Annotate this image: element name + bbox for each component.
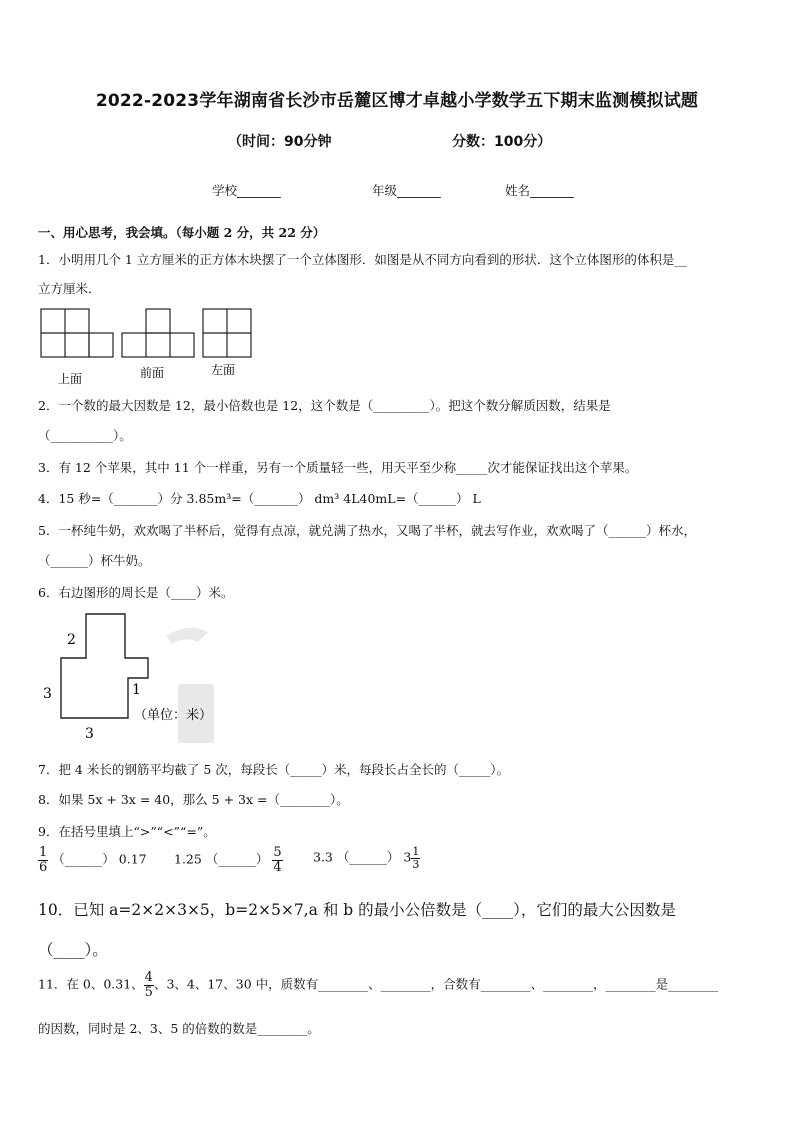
dimension-bottom: 3 (85, 726, 94, 742)
step-shape (61, 614, 148, 718)
top-view-label: 上面 (58, 372, 83, 386)
page-title: 2022-2023学年湖南省长沙市岳麓区博才卓越小学数学五下期末监测模拟试题 (95, 91, 699, 111)
question-5-line1: 5．一杯纯牛奶，欢欢喝了半杯后，觉得有点凉，就兑满了热水，又喝了半杯，就去写作业，欢欢喝了（______）杯水， (38, 523, 696, 538)
question-10-line1: 10．已知 a=2×2×3×5，b=2×5×7,a 和 b 的最小公倍数是（____），它们的最大公因数是 (38, 901, 676, 919)
question-10-line2: （____）。 (38, 941, 108, 959)
left-view (203, 309, 251, 357)
question-1-line1: 1．小明用几个 1 立方厘米的正方体木块摆了一个立体图形．如图是从不同方向看到的形状．这个立体图形的体积是__ (38, 252, 687, 267)
compare-value: 0.17 (118, 851, 147, 867)
mixed-number-whole: 3 (403, 849, 412, 865)
question-8: 8．如果 5x + 3x = 40，那么 5 + 3x =（________）。 (38, 792, 349, 807)
exam-time: （时间：90分钟 (228, 134, 332, 150)
dimension-right: 1 (132, 682, 141, 698)
question-3: 3．有 12 个苹果，其中 11 个一样重，另有一个质量轻一些，用天平至少称_____次才能保证找出这个苹果。 (38, 460, 638, 475)
school-field: 学校_______ (212, 183, 281, 198)
question-6: 6．右边图形的周长是（____）米。 (38, 585, 234, 600)
front-view-label: 前面 (140, 366, 165, 380)
dimension-top: 2 (67, 632, 76, 648)
question-9-item-3 (313, 846, 420, 870)
question-2-line1: 2．一个数的最大因数是 12，最小倍数也是 12，这个数是（_________）。把这个数分解质因数，结果是 (38, 398, 611, 413)
fraction-4-5: $\frac{4}{5}$ (144, 970, 153, 1000)
grade-field: 年级_______ (372, 183, 441, 198)
watermark (166, 628, 214, 743)
question-7: 7．把 4 米长的钢筋平均截了 5 次，每段长（_____）米，每段长占全长的（_____）。 (38, 762, 510, 777)
answer-blank: （______） (205, 851, 269, 867)
unit-label: （单位：米） (134, 708, 213, 723)
question-2-line2: （__________）。 (38, 428, 132, 443)
top-view (41, 309, 113, 357)
question-11-line1: 11．在 0、0.31、 $\frac{4}{5}$ 、3、4、17、30 中，质数有________、________，合数有________、________，________是________ (38, 970, 719, 1000)
question-1-line2: 立方厘米． (38, 281, 101, 296)
dimension-left: 3 (43, 686, 52, 702)
question-9-item-2 (174, 846, 283, 874)
exam-score: 分数：100分） (452, 134, 552, 150)
left-view-label: 左面 (211, 363, 236, 377)
three-views-figure (38, 306, 258, 390)
question-4: 4．15 秒=（_______）分 3.85m³=（_______） dm³ 4L40mL=（______） L (38, 491, 481, 506)
compare-value: 3.3 (313, 849, 333, 865)
answer-blank: （______） (52, 851, 115, 867)
question-5-line2: （______）杯牛奶。 (38, 553, 151, 568)
section-heading: 一、用心思考，我会填。（每小题 2 分，共 22 分） (38, 225, 326, 240)
fraction-1-6: $\frac{1}{6}$ (39, 845, 48, 875)
fraction-1-3: $\frac{1}{3}$ (412, 845, 420, 871)
compare-value: 1.25 (174, 851, 202, 867)
front-view (122, 309, 194, 357)
name-field: 姓名_______ (505, 183, 574, 198)
answer-blank: （______） (336, 849, 400, 865)
question-11-line2: 的因数，同时是 2、3、5 的倍数的数是________。 (38, 1021, 320, 1036)
question-9: 9．在括号里填上“>”“<”“=”。 (38, 824, 216, 839)
perimeter-figure (38, 608, 228, 743)
question-9-item-1 (38, 846, 147, 874)
fraction-5-4: $\frac{5}{4}$ (273, 845, 282, 875)
